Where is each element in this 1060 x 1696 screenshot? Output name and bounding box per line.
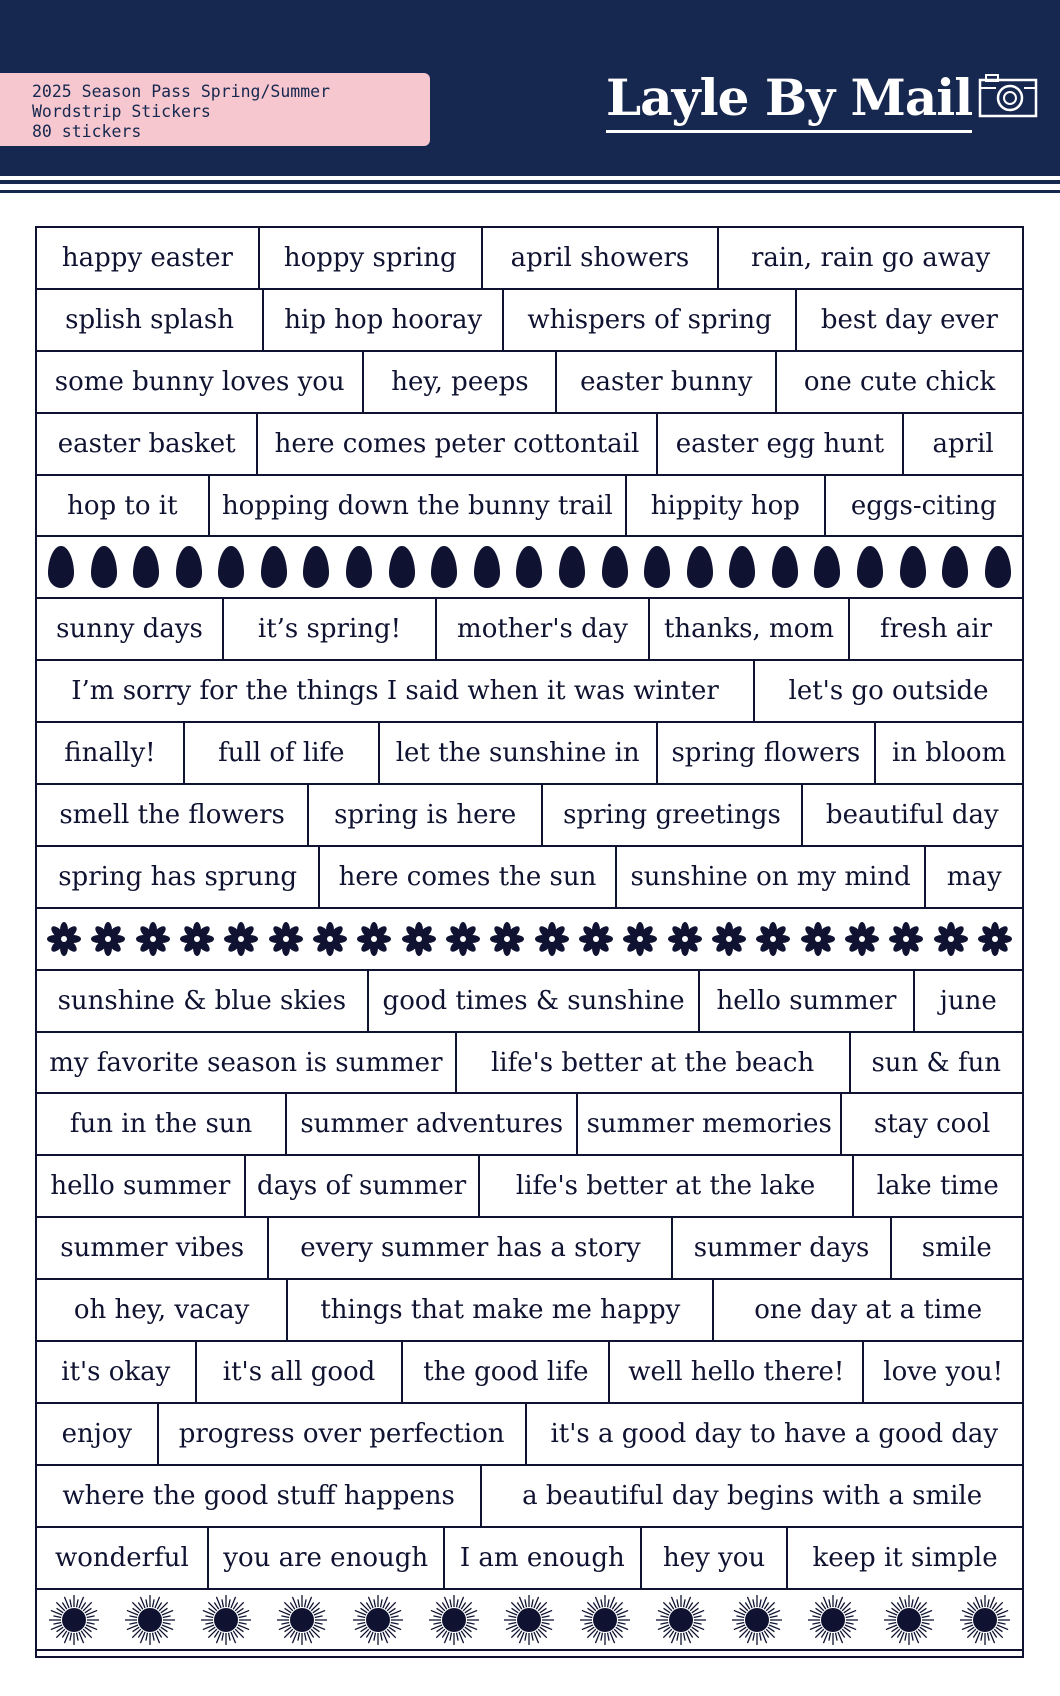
egg-icon[interactable] (941, 545, 969, 589)
sticker-row (37, 661, 1022, 723)
wordstrip-sticker[interactable]: may (946, 861, 1002, 892)
wordstrip-sticker[interactable]: lake time (876, 1171, 999, 1202)
wordstrip-sticker[interactable]: hoppy spring (260, 228, 483, 288)
sticker-row (37, 1218, 1022, 1280)
sticker-row (37, 228, 1022, 290)
egg-icon[interactable] (813, 545, 841, 589)
sun-icon[interactable] (578, 1593, 632, 1647)
deco-row-sun (37, 1590, 1022, 1652)
wordstrip-sticker[interactable]: my favorite season is summer (37, 1033, 457, 1093)
wordstrip-sticker[interactable]: hip hop hooray (264, 290, 504, 350)
wordstrip-sticker[interactable]: the good life (403, 1342, 610, 1402)
asterisk-flower-icon[interactable] (756, 922, 790, 956)
wordstrip-sticker[interactable]: full of life (185, 723, 380, 783)
wordstrip-sticker[interactable]: here comes the sun (320, 847, 616, 907)
wordstrip-sticker[interactable]: it's all good (197, 1342, 404, 1402)
wordstrip-sticker[interactable]: some bunny loves you (37, 352, 364, 412)
sticker-row (37, 476, 1022, 538)
wordstrip-sticker[interactable]: one day at a time (754, 1295, 983, 1326)
asterisk-flower-icon[interactable] (889, 922, 923, 956)
wordstrip-sticker[interactable]: let the sunshine in (380, 723, 658, 783)
wordstrip-sticker[interactable]: it’s spring! (224, 599, 437, 659)
sun-icon[interactable] (199, 1593, 253, 1647)
asterisk-flower-icon[interactable] (269, 922, 303, 956)
sun-icon[interactable] (123, 1593, 177, 1647)
brand-name: Layle By Mail (606, 66, 972, 133)
egg-icon[interactable] (217, 545, 245, 589)
wordstrip-sticker[interactable]: in bloom (891, 738, 1007, 769)
egg-icon[interactable] (388, 545, 416, 589)
egg-icon[interactable] (515, 545, 543, 589)
egg-icon[interactable] (601, 545, 629, 589)
sun-icon[interactable] (427, 1593, 481, 1647)
asterisk-flower-icon[interactable] (357, 922, 391, 956)
egg-icon[interactable] (302, 545, 330, 589)
asterisk-flower-icon[interactable] (180, 922, 214, 956)
wordstrip-sticker[interactable]: best day ever (820, 304, 998, 335)
wordstrip-sticker[interactable]: I’m sorry for the things I said when it was winter (37, 661, 755, 721)
wordstrip-sticker[interactable]: sunshine & blue skies (37, 971, 369, 1031)
wordstrip-sticker[interactable]: a beautiful day begins with a smile (522, 1480, 983, 1511)
wordstrip-sticker[interactable]: summer days (673, 1218, 891, 1278)
sticker-row (37, 599, 1022, 661)
wordstrip-sticker[interactable]: days of summer (246, 1156, 480, 1216)
asterisk-flower-icon[interactable] (801, 922, 835, 956)
wordstrip-sticker[interactable]: beautiful day (825, 799, 999, 830)
camera-icon (978, 72, 1038, 118)
wordstrip-sticker[interactable]: life's better at the beach (457, 1033, 851, 1093)
wordstrip-sticker[interactable]: love you! (883, 1356, 1004, 1387)
sticker-row (37, 1280, 1022, 1342)
wordstrip-sticker[interactable]: spring is here (309, 785, 543, 845)
wordstrip-sticker[interactable]: easter bunny (557, 352, 777, 412)
wordstrip-sticker[interactable]: fun in the sun (37, 1094, 287, 1154)
wordstrip-sticker[interactable]: rain, rain go away (750, 242, 991, 273)
egg-icon[interactable] (473, 545, 501, 589)
wordstrip-sticker[interactable]: thanks, mom (650, 599, 850, 659)
wordstrip-sticker[interactable]: sunny days (37, 599, 224, 659)
sticker-row (37, 1404, 1022, 1466)
product-type: Wordstrip Stickers (32, 102, 211, 121)
wordstrip-sticker[interactable]: where the good stuff happens (37, 1466, 482, 1526)
sticker-row (37, 723, 1022, 785)
deco-row-egg (37, 537, 1022, 599)
wordstrip-sticker[interactable]: enjoy (37, 1404, 159, 1464)
egg-icon[interactable] (345, 545, 373, 589)
wordstrip-sticker[interactable]: keep it simple (812, 1542, 998, 1573)
wordstrip-sticker[interactable]: summer vibes (37, 1218, 269, 1278)
asterisk-flower-icon[interactable] (579, 922, 613, 956)
asterisk-flower-icon[interactable] (845, 922, 879, 956)
sun-icon[interactable] (882, 1593, 936, 1647)
wordstrip-sticker[interactable]: spring flowers (658, 723, 877, 783)
egg-icon[interactable] (90, 545, 118, 589)
egg-icon[interactable] (175, 545, 203, 589)
wordstrip-sticker[interactable]: eggs-citing (850, 490, 997, 521)
egg-icon[interactable] (643, 545, 671, 589)
asterisk-flower-icon[interactable] (402, 922, 436, 956)
sun-icon[interactable] (502, 1593, 556, 1647)
product-title: 2025 Season Pass Spring/Summer (32, 82, 331, 101)
egg-icon[interactable] (132, 545, 160, 589)
wordstrip-sticker[interactable]: every summer has a story (269, 1218, 673, 1278)
egg-icon[interactable] (856, 545, 884, 589)
sun-icon[interactable] (654, 1593, 708, 1647)
wordstrip-sticker[interactable]: life's better at the lake (480, 1156, 854, 1216)
wordstrip-sticker[interactable]: progress over perfection (159, 1404, 527, 1464)
wordstrip-sticker[interactable]: splish splash (37, 290, 264, 350)
egg-icon[interactable] (984, 545, 1012, 589)
wordstrip-sticker[interactable]: easter egg hunt (658, 414, 905, 474)
wordstrip-sticker[interactable]: things that make me happy (288, 1280, 714, 1340)
wordstrip-sticker[interactable]: one cute chick (803, 366, 996, 397)
wordstrip-sticker[interactable]: smell the flowers (37, 785, 309, 845)
asterisk-flower-icon[interactable] (934, 922, 968, 956)
wordstrip-sticker[interactable]: hopping down the bunny trail (210, 476, 628, 536)
wordstrip-sticker[interactable]: april showers (483, 228, 720, 288)
wordstrip-sticker[interactable]: it's okay (37, 1342, 197, 1402)
wordstrip-sticker[interactable]: I am enough (445, 1528, 642, 1588)
asterisk-flower-icon[interactable] (623, 922, 657, 956)
egg-icon[interactable] (728, 545, 756, 589)
sticker-row (37, 1033, 1022, 1095)
wordstrip-sticker[interactable]: happy easter (37, 228, 260, 288)
wordstrip-sticker[interactable]: oh hey, vacay (37, 1280, 288, 1340)
wordstrip-sticker[interactable]: let's go outside (788, 676, 989, 707)
egg-icon[interactable] (430, 545, 458, 589)
sticker-row (37, 847, 1022, 909)
asterisk-flower-icon[interactable] (136, 922, 170, 956)
wordstrip-sticker[interactable]: hey you (642, 1528, 788, 1588)
asterisk-flower-icon[interactable] (47, 922, 81, 956)
asterisk-flower-icon[interactable] (712, 922, 746, 956)
wordstrip-sticker[interactable]: hippity hop (627, 476, 825, 536)
asterisk-flower-icon[interactable] (446, 922, 480, 956)
wordstrip-sticker[interactable]: hello summer (700, 971, 914, 1031)
wordstrip-sticker[interactable]: here comes peter cottontail (258, 414, 657, 474)
sticker-row (37, 785, 1022, 847)
egg-icon[interactable] (260, 545, 288, 589)
asterisk-flower-icon[interactable] (535, 922, 569, 956)
egg-icon[interactable] (899, 545, 927, 589)
sun-icon[interactable] (958, 1593, 1012, 1647)
asterisk-flower-icon[interactable] (668, 922, 702, 956)
sticker-sheet (35, 226, 1024, 1658)
wordstrip-sticker[interactable]: finally! (37, 723, 185, 783)
brand-logo (606, 66, 1038, 136)
wordstrip-sticker[interactable]: sun & fun (871, 1047, 1002, 1078)
sticker-row (37, 1528, 1022, 1590)
wordstrip-sticker[interactable]: hello summer (37, 1156, 246, 1216)
wordstrip-sticker[interactable]: well hello there! (610, 1342, 864, 1402)
wordstrip-sticker[interactable]: smile (921, 1233, 992, 1264)
wordstrip-sticker[interactable]: stay cool (873, 1109, 991, 1140)
wordstrip-sticker[interactable]: june (939, 985, 997, 1016)
asterisk-flower-icon[interactable] (91, 922, 125, 956)
egg-icon[interactable] (686, 545, 714, 589)
sun-icon[interactable] (47, 1593, 101, 1647)
egg-icon[interactable] (47, 545, 75, 589)
wordstrip-sticker[interactable]: summer adventures (287, 1094, 578, 1154)
egg-icon[interactable] (558, 545, 586, 589)
wordstrip-sticker[interactable]: it's a good day to have a good day (550, 1418, 999, 1449)
sticker-row (37, 1156, 1022, 1218)
wordstrip-sticker[interactable]: whispers of spring (504, 290, 797, 350)
wordstrip-sticker[interactable]: fresh air (879, 614, 993, 645)
deco-row-asterisk-flower (37, 909, 1022, 971)
wordstrip-sticker[interactable]: mother's day (437, 599, 650, 659)
asterisk-flower-icon[interactable] (490, 922, 524, 956)
product-label (0, 73, 430, 146)
sticker-row (37, 1466, 1022, 1528)
wordstrip-sticker[interactable]: you are enough (209, 1528, 445, 1588)
sun-icon[interactable] (351, 1593, 405, 1647)
wordstrip-sticker[interactable]: april (932, 428, 994, 459)
sun-icon[interactable] (275, 1593, 329, 1647)
wordstrip-sticker[interactable]: spring greetings (543, 785, 802, 845)
sticker-row (37, 414, 1022, 476)
wordstrip-sticker[interactable]: hey, peeps (364, 352, 557, 412)
header-stripe (0, 180, 1060, 184)
wordstrip-sticker[interactable]: good times & sunshine (369, 971, 701, 1031)
header-stripe (0, 190, 1060, 193)
sticker-row (37, 971, 1022, 1033)
sticker-row (37, 1342, 1022, 1404)
wordstrip-sticker[interactable]: spring has sprung (37, 847, 320, 907)
wordstrip-sticker[interactable]: hop to it (37, 476, 210, 536)
wordstrip-sticker[interactable]: wonderful (37, 1528, 209, 1588)
wordstrip-sticker[interactable]: easter basket (37, 414, 258, 474)
sticker-row (37, 352, 1022, 414)
sun-icon[interactable] (806, 1593, 860, 1647)
wordstrip-sticker[interactable]: sunshine on my mind (617, 847, 927, 907)
asterisk-flower-icon[interactable] (224, 922, 258, 956)
product-count: 80 stickers (32, 122, 142, 141)
wordstrip-sticker[interactable]: summer memories (578, 1094, 842, 1154)
asterisk-flower-icon[interactable] (313, 922, 347, 956)
sun-icon[interactable] (730, 1593, 784, 1647)
sticker-row (37, 1094, 1022, 1156)
egg-icon[interactable] (771, 545, 799, 589)
sticker-row (37, 290, 1022, 352)
asterisk-flower-icon[interactable] (978, 922, 1012, 956)
